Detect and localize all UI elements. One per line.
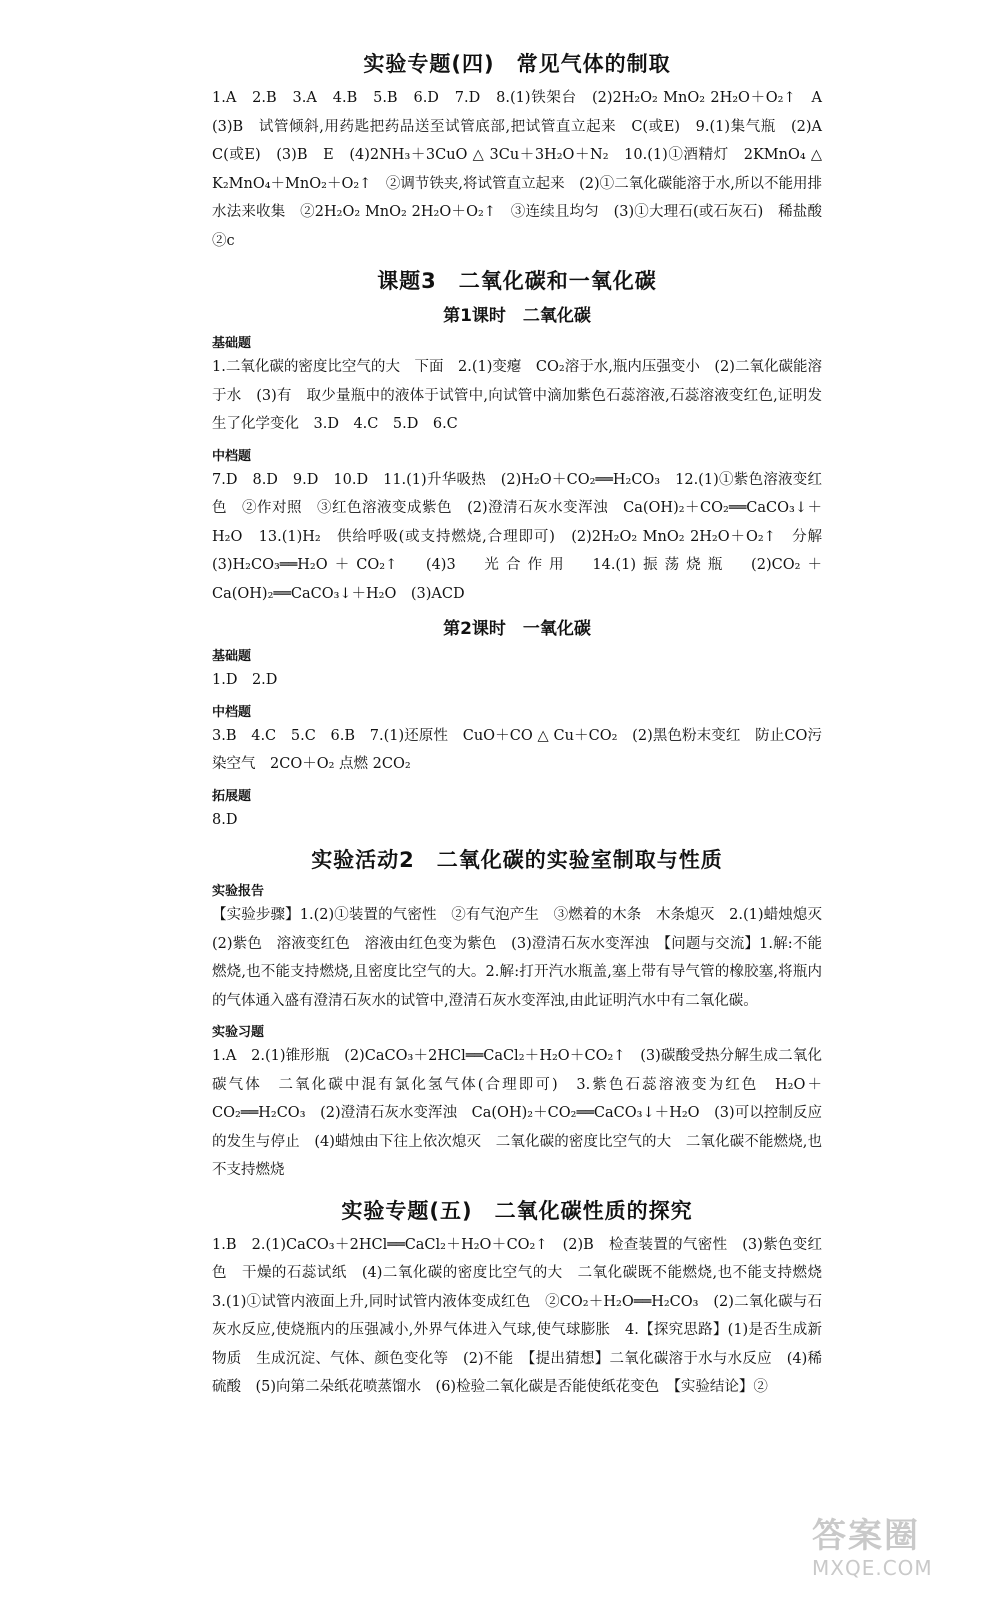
block-label: 实验习题 [212,1025,265,1040]
block-text: 7.D 8.D 9.D 10.D 11.(1)升华吸热 (2)H₂O＋CO₂══H₂CO₃ 12.(1)①紫色溶液变红色 ②作对照 ③红色溶液变成紫色 (2)澄清石灰水变浑浊 Ca(OH)₂＋CO₂══CaCO₃↓＋H₂O 13.(1)H₂ 供给呼吸(或支持燃烧,合理即可) (2)2H₂O₂ MnO₂ 2H₂O＋O₂↑ 分解 (3)H₂CO₃══H₂O＋CO₂↑ (4)3 光合作用 14.(1)振荡烧瓶 (2)CO₂＋Ca(OH)₂══CaCO₃↓＋H₂O (3)ACD [212,471,837,602]
question-block [212,645,822,695]
question-block [212,445,837,609]
lesson-heading-2: 第2课时 一氧化碳 [443,619,591,639]
lesson-heading-1: 第1课时 二氧化碳 [443,306,591,326]
answer-page [212,38,837,1402]
block-text: 3.B 4.C 5.C 6.B 7.(1)还原性 CuO＋CO △ Cu＋CO₂ (2)黑色粉末变红 防止CO污染空气 2CO＋O₂ 点燃 2CO₂ [212,727,822,772]
watermark-url: MXQE.COM [812,1556,933,1580]
question-block [212,880,837,1015]
section-heading-activity-2: 实验活动2 二氧化碳的实验室制取与性质 [311,848,723,872]
block-label: 实验报告 [212,884,265,899]
section-heading-topic-3: 课题3 二氧化碳和一氧化碳 [377,269,657,293]
site-watermark-logo [812,1516,982,1586]
block-label: 拓展题 [212,788,252,804]
question-block [212,332,822,439]
block-label: 基础题 [212,649,252,664]
question-block [212,785,822,835]
block-text: 1.D 2.D [212,672,278,688]
section-paragraph: 1.A 2.B 3.A 4.B 5.B 6.D 7.D 8.(1)铁架台 (2)2H₂O₂ MnO₂ 2H₂O＋O₂↑ A (3)B 试管倾斜,用药匙把药品送至试管底部,把试管直立起来 C(或E) 9.(1)集气瓶 (2)A C(或E) (3)B E (4)2NH₃＋3CuO △ 3Cu＋3H₂O＋N₂ 10.(1)①酒精灯 2KMnO₄ △ K₂MnO₄＋MnO₂＋O₂↑ ②调节铁夹,将试管直立起来 (2)①二氧化碳能溶于水,所以不能用排水法来收集 ②2H₂O₂ MnO₂ 2H₂O＋O₂↑ ③连续且均匀 (3)①大理石(或石灰石) 稀盐酸 ②c [212,90,837,249]
block-text: 【实验步骤】1.(2)①装置的气密性 ②有气泡产生 ③燃着的木条 木条熄灭 2.(1)蜡烛熄灭 (2)紫色 溶液变红色 溶液由红色变为紫色 (3)澄清石灰水变浑浊 【问题与交流】1.解:不能燃烧,也不能支持燃烧,且密度比空气的大。2.解:打开汽水瓶盖,塞上带有导气管的橡胶塞,将瓶内的气体通入盛有澄清石灰水的试管中,澄清石灰水变浑浊,由此证明汽水中有二氧化碳。 [212,907,837,1009]
block-text: 1.二氧化碳的密度比空气的大 下面 2.(1)变瘪 CO₂溶于水,瓶内压强变小 (2)二氧化碳能溶于水 (3)有 取少量瓶中的液体于试管中,向试管中滴加紫色石蕊溶液,石蕊溶液变红色,证明发生了化学变化 3.D 4.C 5.D 6.C [212,359,822,432]
section-heading-experiment-4: 实验专题(四) 常见气体的制取 [363,52,671,76]
section-heading-experiment-5: 实验专题(五) 二氧化碳性质的探究 [341,1198,693,1223]
question-block [212,1021,822,1185]
watermark-text: 答案圈 [812,1516,920,1556]
question-block [212,701,822,779]
section-paragraph: 1.B 2.(1)CaCO₃＋2HCl══CaCl₂＋H₂O＋CO₂↑ (2)B 检查装置的气密性 (3)紫色变红色 干燥的石蕊试纸 (4)二氧化碳的密度比空气的大 二氧化碳既不能燃烧,也不能支持燃烧 3.(1)①试管内液面上升,同时试管内液体变成红色 ②CO₂＋H₂O══H₂CO₃ (2)二氧化碳与石灰水反应,使烧瓶内的压强减小,外界气体进入气球,使气球膨胀 4.【探究思路】(1)是否生成新物质 生成沉淀、气体、颜色变化等 (2)不能 【提出猜想】二氧化碳溶于水与水反应 (4)稀硫酸 (5)向第二朵纸花喷蒸馏水 (6)检验二氧化碳是否能使纸花变色 【实验结论】② [212,1236,837,1395]
block-text: 1.A 2.(1)锥形瓶 (2)CaCO₃＋2HCl══CaCl₂＋H₂O＋CO₂↑ (3)碳酸受热分解生成二氧化碳气体 二氧化碳中混有氯化氢气体(合理即可) 3.紫色石蕊溶液变为红色 H₂O＋CO₂══H₂CO₃ (2)澄清石灰水变浑浊 Ca(OH)₂＋CO₂══CaCO₃↓＋H₂O (3)可以控制反应的发生与停止 (4)蜡烛由下往上依次熄灭 二氧化碳的密度比空气的大 二氧化碳不能燃烧,也不支持燃烧 [212,1048,822,1178]
block-label: 中档题 [212,448,252,464]
block-text: 8.D [212,811,238,828]
block-label: 基础题 [212,336,252,351]
block-label: 中档题 [212,704,252,720]
